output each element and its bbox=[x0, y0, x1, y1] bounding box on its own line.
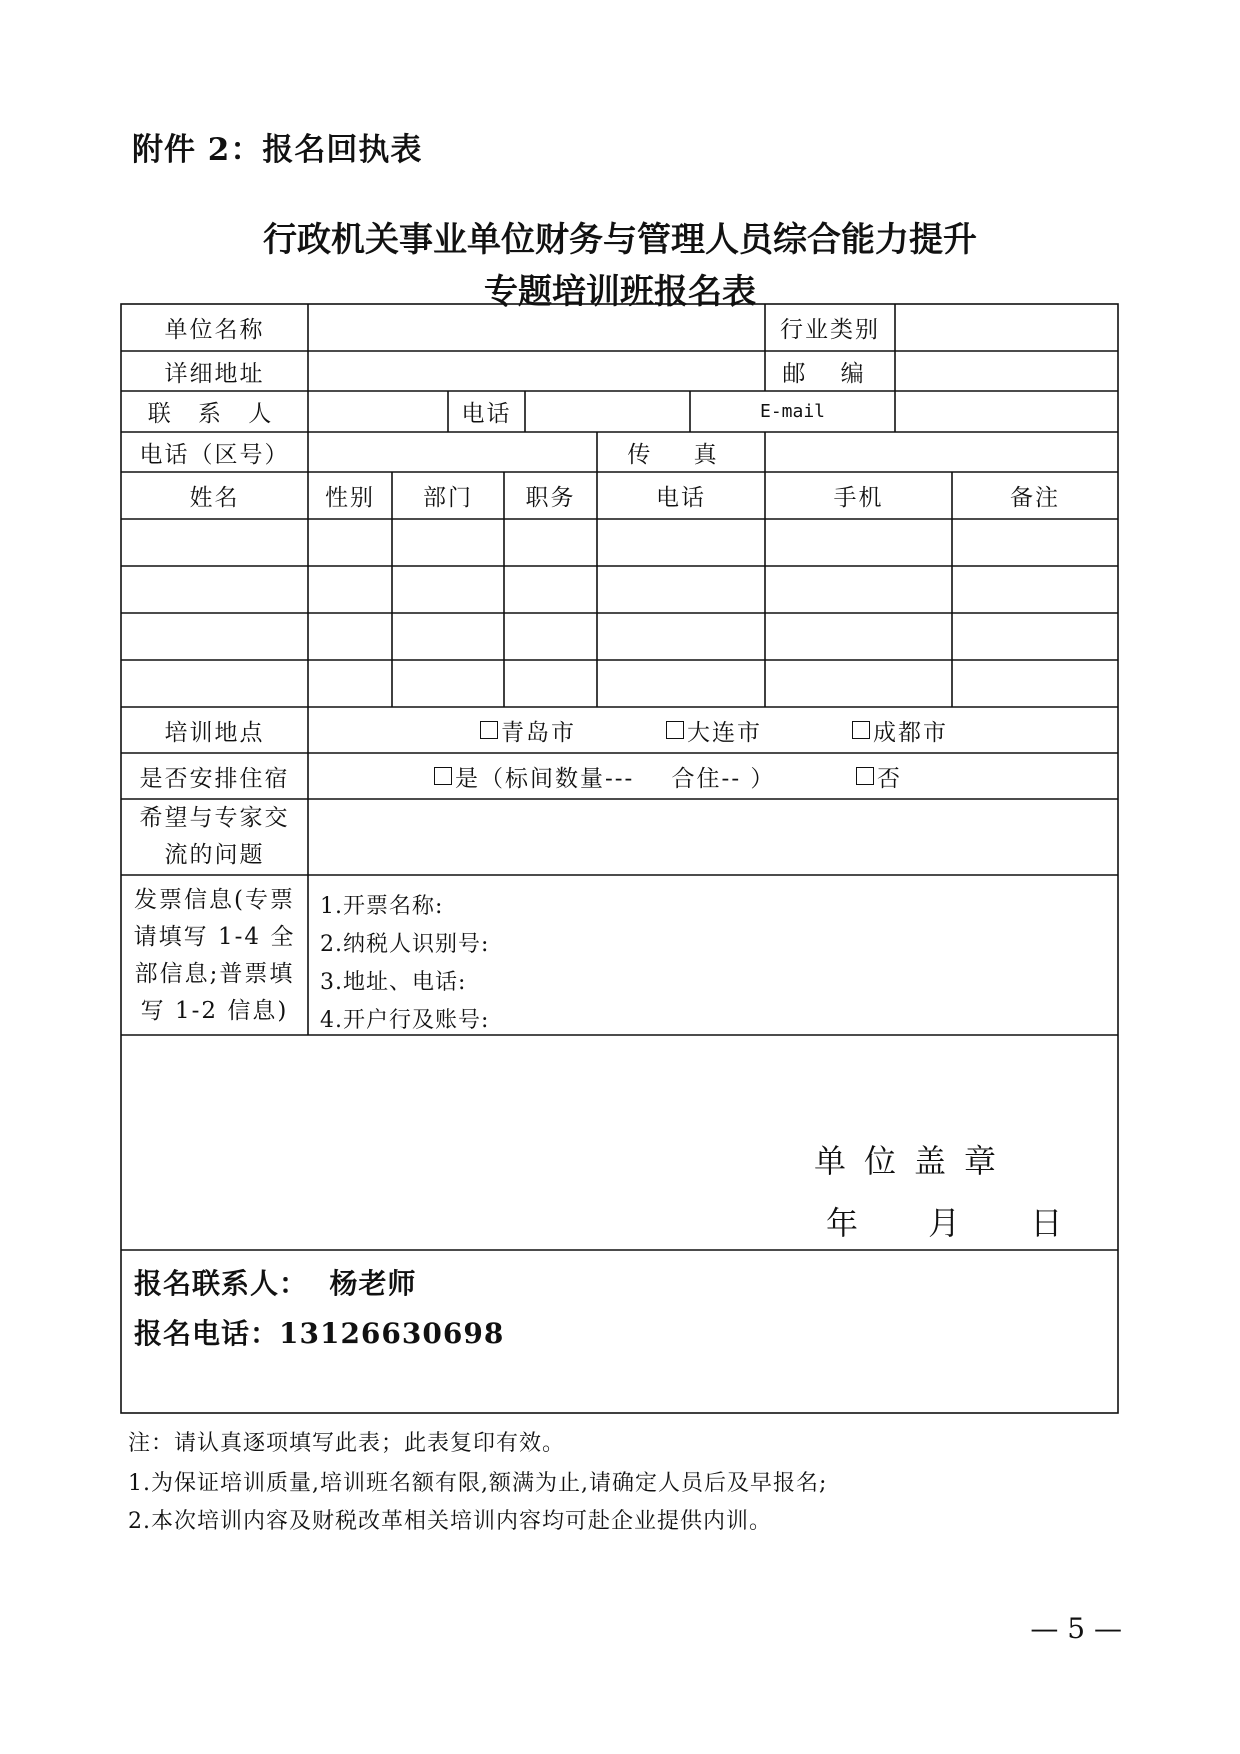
phone-field[interactable] bbox=[525, 391, 690, 432]
col-header-name: 姓名 bbox=[189, 485, 240, 511]
accommodation-option-yes[interactable] bbox=[434, 753, 775, 799]
col-header-gender: 性别 bbox=[325, 485, 375, 511]
registration-contact-person: 报名联系人： 杨老师 bbox=[134, 1267, 417, 1300]
form-title-line2: 专题培训班报名表 bbox=[484, 272, 756, 312]
email-field[interactable] bbox=[895, 391, 1118, 432]
option-label: 否 bbox=[877, 765, 902, 792]
unit-stamp-label: 单位盖章 bbox=[814, 1142, 1015, 1180]
phone-label: 电话 bbox=[461, 401, 512, 427]
table-row[interactable] bbox=[121, 660, 1118, 707]
contact-person-label: 联 系 人 bbox=[147, 401, 282, 427]
note-line: 1.为保证培训质量,培训班名额有限,额满为止,请确定人员后及早报名; bbox=[128, 1471, 828, 1496]
invoice-item[interactable]: 3.地址、电话: bbox=[320, 970, 467, 995]
date-label: 年 月 日 bbox=[826, 1204, 1093, 1242]
fax-label: 传 真 bbox=[627, 441, 735, 468]
checkbox-icon bbox=[666, 721, 684, 739]
note-line: 2.本次培训内容及财税改革相关培训内容均可赴企业提供内训。 bbox=[128, 1509, 772, 1534]
address-field[interactable] bbox=[308, 351, 765, 391]
table-row[interactable] bbox=[121, 519, 1118, 566]
invoice-label: 发票信息(专票请填写 1-4 全部信息;普票填写 1-2 信息) bbox=[133, 887, 296, 1024]
col-header-remarks: 备注 bbox=[1010, 485, 1060, 511]
phone-area-field[interactable] bbox=[308, 432, 597, 472]
questions-field[interactable] bbox=[308, 799, 1118, 875]
checkbox-icon bbox=[434, 767, 452, 785]
checkbox-icon bbox=[480, 721, 498, 739]
invoice-items bbox=[320, 888, 489, 1040]
attachment-label: 附件 2：报名回执表 bbox=[132, 132, 423, 168]
contact-person-field[interactable] bbox=[308, 391, 448, 432]
accommodation-label: 是否安排住宿 bbox=[139, 765, 290, 792]
col-header-department: 部门 bbox=[423, 485, 473, 511]
location-option-chengdu[interactable] bbox=[852, 707, 948, 753]
col-header-phone: 电话 bbox=[656, 485, 706, 511]
industry-field[interactable] bbox=[895, 304, 1118, 351]
email-label: E-mail bbox=[759, 401, 826, 422]
location-option-dalian[interactable] bbox=[666, 707, 762, 753]
col-header-mobile: 手机 bbox=[833, 485, 884, 511]
location-label: 培训地点 bbox=[164, 719, 265, 746]
note-line: 注：请认真逐项填写此表；此表复印有效。 bbox=[128, 1431, 566, 1456]
table-row[interactable] bbox=[121, 566, 1118, 613]
questions-label: 希望与专家交流的问题 bbox=[139, 805, 290, 868]
page-number: — 5 — bbox=[1030, 1612, 1122, 1645]
location-option-qingdao[interactable] bbox=[480, 707, 576, 753]
option-label: 青岛市 bbox=[501, 719, 576, 746]
accommodation-option-no[interactable] bbox=[856, 753, 902, 799]
unit-name-field[interactable] bbox=[308, 304, 765, 351]
industry-label: 行业类别 bbox=[780, 317, 880, 343]
fax-field[interactable] bbox=[765, 432, 1118, 472]
postcode-field[interactable] bbox=[895, 351, 1118, 391]
registration-contact-phone: 报名电话：13126630698 bbox=[134, 1317, 505, 1350]
unit-name-label: 单位名称 bbox=[164, 317, 265, 343]
checkbox-icon bbox=[852, 721, 870, 739]
postcode-label: 邮 编 bbox=[782, 360, 878, 387]
address-label: 详细地址 bbox=[164, 360, 265, 387]
form-title-line1: 行政机关事业单位财务与管理人员综合能力提升 bbox=[263, 220, 977, 260]
invoice-item[interactable]: 2.纳税人识别号: bbox=[320, 932, 490, 957]
table-row[interactable] bbox=[121, 613, 1118, 660]
option-label: 是（标间数量--- 合住-- ） bbox=[455, 765, 776, 792]
phone-area-label: 电话（区号） bbox=[139, 441, 290, 468]
col-header-position: 职务 bbox=[525, 485, 576, 511]
option-label: 大连市 bbox=[687, 719, 762, 746]
invoice-item[interactable]: 4.开户行及账号: bbox=[320, 1008, 490, 1033]
invoice-item[interactable]: 1.开票名称: bbox=[320, 894, 444, 919]
option-label: 成都市 bbox=[873, 719, 948, 746]
checkbox-icon bbox=[856, 767, 874, 785]
